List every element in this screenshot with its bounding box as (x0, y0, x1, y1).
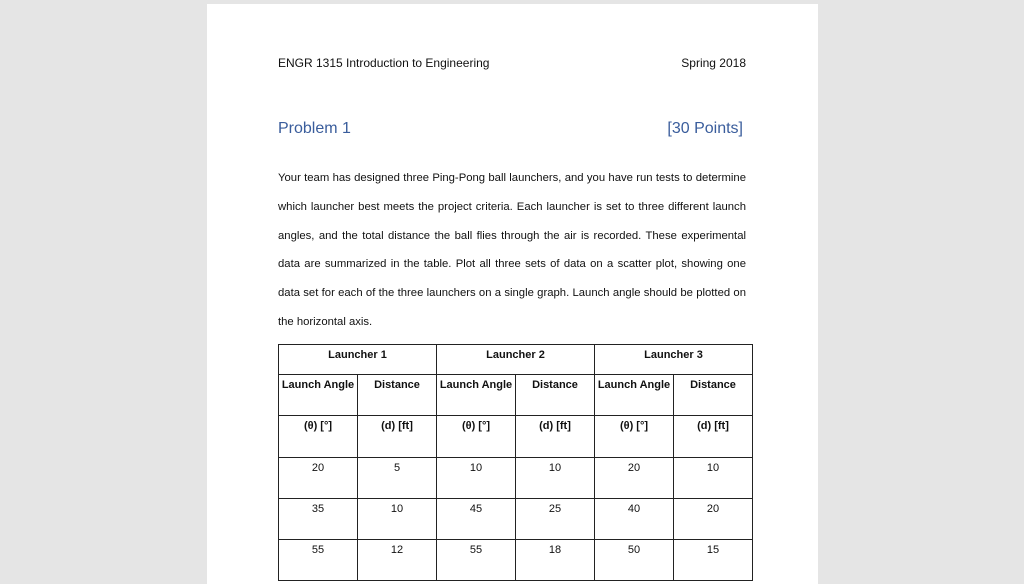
column-header: Distance (516, 375, 595, 416)
table-cell: 55 (437, 540, 516, 581)
unit-cell: (d) [ft] (358, 416, 437, 458)
table-cell: 40 (595, 499, 674, 540)
table-cell: 50 (595, 540, 674, 581)
problem-title: Problem 1 (278, 120, 351, 137)
group-header: Launcher 2 (437, 345, 595, 375)
unit-cell: (θ) [°] (279, 416, 358, 458)
table-row (279, 458, 753, 499)
term-header: Spring 2018 (681, 56, 746, 70)
unit-cell: (θ) [°] (595, 416, 674, 458)
course-header: ENGR 1315 Introduction to Engineering (278, 56, 490, 70)
table-cell: 18 (516, 540, 595, 581)
table-cell: 10 (437, 458, 516, 499)
column-header: Distance (358, 375, 437, 416)
column-header: Distance (674, 375, 753, 416)
unit-cell: (d) [ft] (674, 416, 753, 458)
table-cell: 20 (674, 499, 753, 540)
unit-cell: (θ) [°] (437, 416, 516, 458)
group-header: Launcher 1 (279, 345, 437, 375)
table-cell: 5 (358, 458, 437, 499)
table-cell: 25 (516, 499, 595, 540)
table-cell: 45 (437, 499, 516, 540)
table-row (279, 540, 753, 581)
table-cell: 20 (595, 458, 674, 499)
table-cell: 10 (516, 458, 595, 499)
group-header: Launcher 3 (595, 345, 753, 375)
table-row (279, 499, 753, 540)
problem-points: [30 Points] (667, 120, 743, 137)
table-cell: 35 (279, 499, 358, 540)
table-cell: 55 (279, 540, 358, 581)
problem-text: Your team has designed three Ping-Pong ball launchers, and you have run tests to determine which launcher best meets the project criteria. Each launcher is set to three different launch angles, and the total distance the ball flies through the air is recorded. These experimental data are summarized in the table. Plot all three sets of data on a scatter plot, showing one data set for each of the three launchers on a single graph. Launch angle should be plotted on the horizontal axis. (278, 172, 746, 328)
table-cell: 10 (358, 499, 437, 540)
table-cell: 10 (674, 458, 753, 499)
document-page (207, 4, 818, 584)
table-cell: 20 (279, 458, 358, 499)
table-cell: 12 (358, 540, 437, 581)
column-header: Launch Angle (595, 375, 674, 416)
column-header: Launch Angle (437, 375, 516, 416)
table-cell: 15 (674, 540, 753, 581)
data-table (278, 344, 753, 581)
unit-cell: (d) [ft] (516, 416, 595, 458)
column-header: Launch Angle (279, 375, 358, 416)
